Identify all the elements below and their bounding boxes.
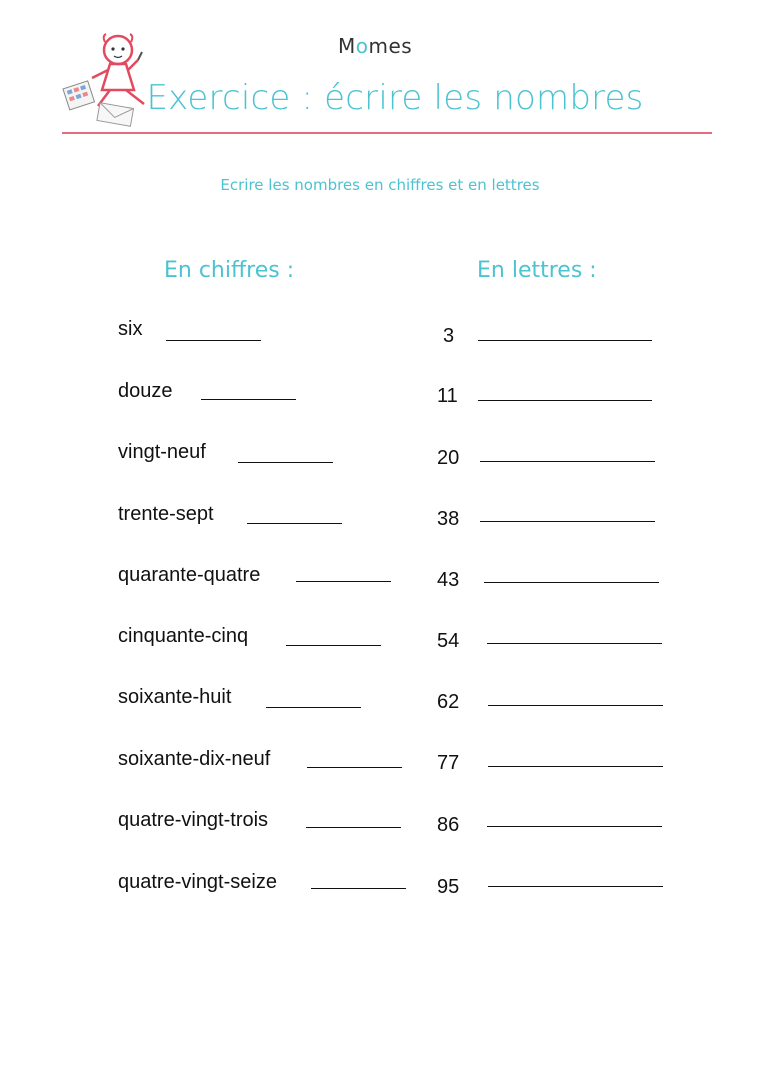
left-column-heading: En chiffres :	[164, 258, 295, 283]
number-digits: 86	[437, 814, 460, 836]
brand-logo: Momes	[338, 34, 413, 58]
answer-line-digits[interactable]	[306, 827, 401, 828]
number-digits: 38	[437, 508, 460, 530]
number-word: quatre-vingt-seize	[118, 871, 277, 893]
number-word: trente-sept	[118, 503, 214, 525]
answer-line-letters[interactable]	[487, 826, 662, 827]
number-word: quarante-quatre	[118, 564, 261, 586]
answer-line-digits[interactable]	[296, 581, 391, 582]
title-divider	[62, 132, 712, 134]
answer-line-digits[interactable]	[166, 340, 261, 341]
number-word: vingt-neuf	[118, 441, 206, 463]
right-column-heading: En lettres :	[477, 258, 597, 283]
number-digits: 95	[437, 876, 460, 898]
number-word: soixante-dix-neuf	[118, 748, 271, 770]
answer-line-digits[interactable]	[247, 523, 342, 524]
number-word: soixante-huit	[118, 686, 232, 708]
answer-line-letters[interactable]	[478, 340, 652, 341]
number-digits: 62	[437, 691, 460, 713]
number-digits: 20	[437, 447, 460, 469]
number-digits: 77	[437, 752, 460, 774]
number-word: quatre-vingt-trois	[118, 809, 269, 831]
page-title: Exercice : écrire les nombres	[146, 78, 644, 118]
answer-line-digits[interactable]	[311, 888, 406, 889]
answer-line-letters[interactable]	[488, 886, 663, 887]
answer-line-digits[interactable]	[286, 645, 381, 646]
number-word: douze	[118, 380, 173, 402]
number-digits: 43	[437, 569, 460, 591]
number-digits: 11	[437, 385, 458, 407]
answer-line-letters[interactable]	[484, 582, 659, 583]
number-word: cinquante-cinq	[118, 625, 249, 647]
answer-line-letters[interactable]	[488, 705, 663, 706]
answer-line-digits[interactable]	[201, 399, 296, 400]
answer-line-digits[interactable]	[238, 462, 333, 463]
answer-line-letters[interactable]	[480, 521, 655, 522]
number-word: six	[118, 318, 143, 340]
number-digits: 3	[443, 325, 455, 347]
answer-line-letters[interactable]	[478, 400, 652, 401]
answer-line-letters[interactable]	[488, 766, 663, 767]
answer-line-digits[interactable]	[266, 707, 361, 708]
answer-line-letters[interactable]	[480, 461, 655, 462]
instruction-text: Ecrire les nombres en chiffres et en lettres	[220, 176, 540, 194]
answer-line-digits[interactable]	[307, 767, 402, 768]
answer-line-letters[interactable]	[487, 643, 662, 644]
number-digits: 54	[437, 630, 460, 652]
